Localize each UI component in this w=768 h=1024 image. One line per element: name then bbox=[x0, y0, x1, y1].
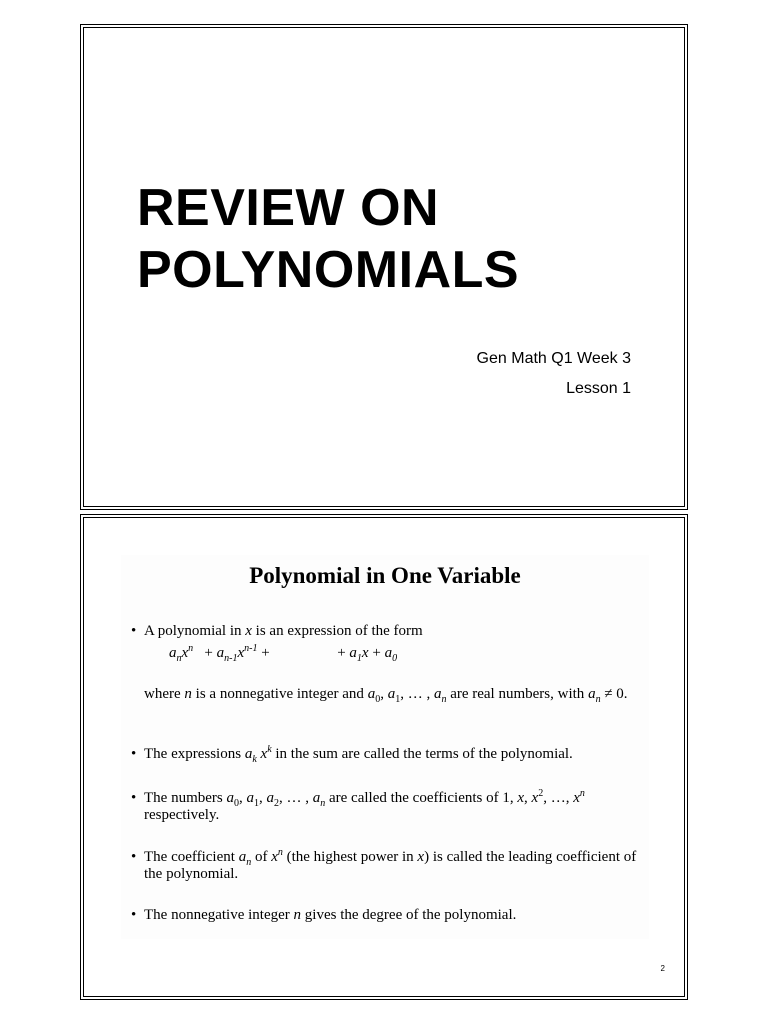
bullet-text: The expressions $a_k$ $x^k$ in the sum are called the terms of the polynomial. bbox=[144, 744, 573, 765]
bullet-dot: • bbox=[131, 623, 137, 639]
bullet-text: A polynomial in x is an expression of the form bbox=[144, 623, 423, 639]
slide-subtitle-course: Gen Math Q1 Week 3 bbox=[476, 350, 631, 367]
bullet-text: The coefficient $a_n$ of $x^n$ (the highest power in x) is called the leading coefficient of the polynomial. bbox=[144, 847, 637, 882]
bullet-dot: • bbox=[131, 907, 137, 923]
bullet-text: The nonnegative integer n gives the degree of the polynomial. bbox=[144, 907, 517, 923]
slide-1 bbox=[80, 24, 688, 510]
content-title: Polynomial in One Variable bbox=[249, 563, 521, 588]
bullet-text: The numbers $a_0$, $a_1$, $a_2$, … , $a_n$ are called the coefficients of 1, x, $x^2$, …, $x^n$ respectively. bbox=[144, 788, 585, 823]
slide-title-line-1: REVIEW ON bbox=[137, 179, 440, 237]
bullet-dot: • bbox=[131, 790, 137, 806]
polynomial-formula: $a_nx^n + a_{n-1}x^{n-1}$ + + $a_1x + a_0$ bbox=[169, 643, 398, 664]
slide-content bbox=[121, 555, 649, 939]
slide-title bbox=[137, 177, 519, 301]
where-text: where n is a nonnegative integer and $a_0$, $a_1$, … , $a_n$ are real numbers, with $a_n \ne 0$. bbox=[144, 686, 628, 705]
slide-2 bbox=[80, 514, 688, 1000]
page-number: 2 bbox=[660, 964, 665, 973]
slide-title-line-2: POLYNOMIALS bbox=[137, 241, 520, 299]
slide-subtitle-lesson: Lesson 1 bbox=[566, 380, 631, 397]
bullet-dot: • bbox=[131, 746, 137, 762]
bullet-dot: • bbox=[131, 849, 137, 865]
